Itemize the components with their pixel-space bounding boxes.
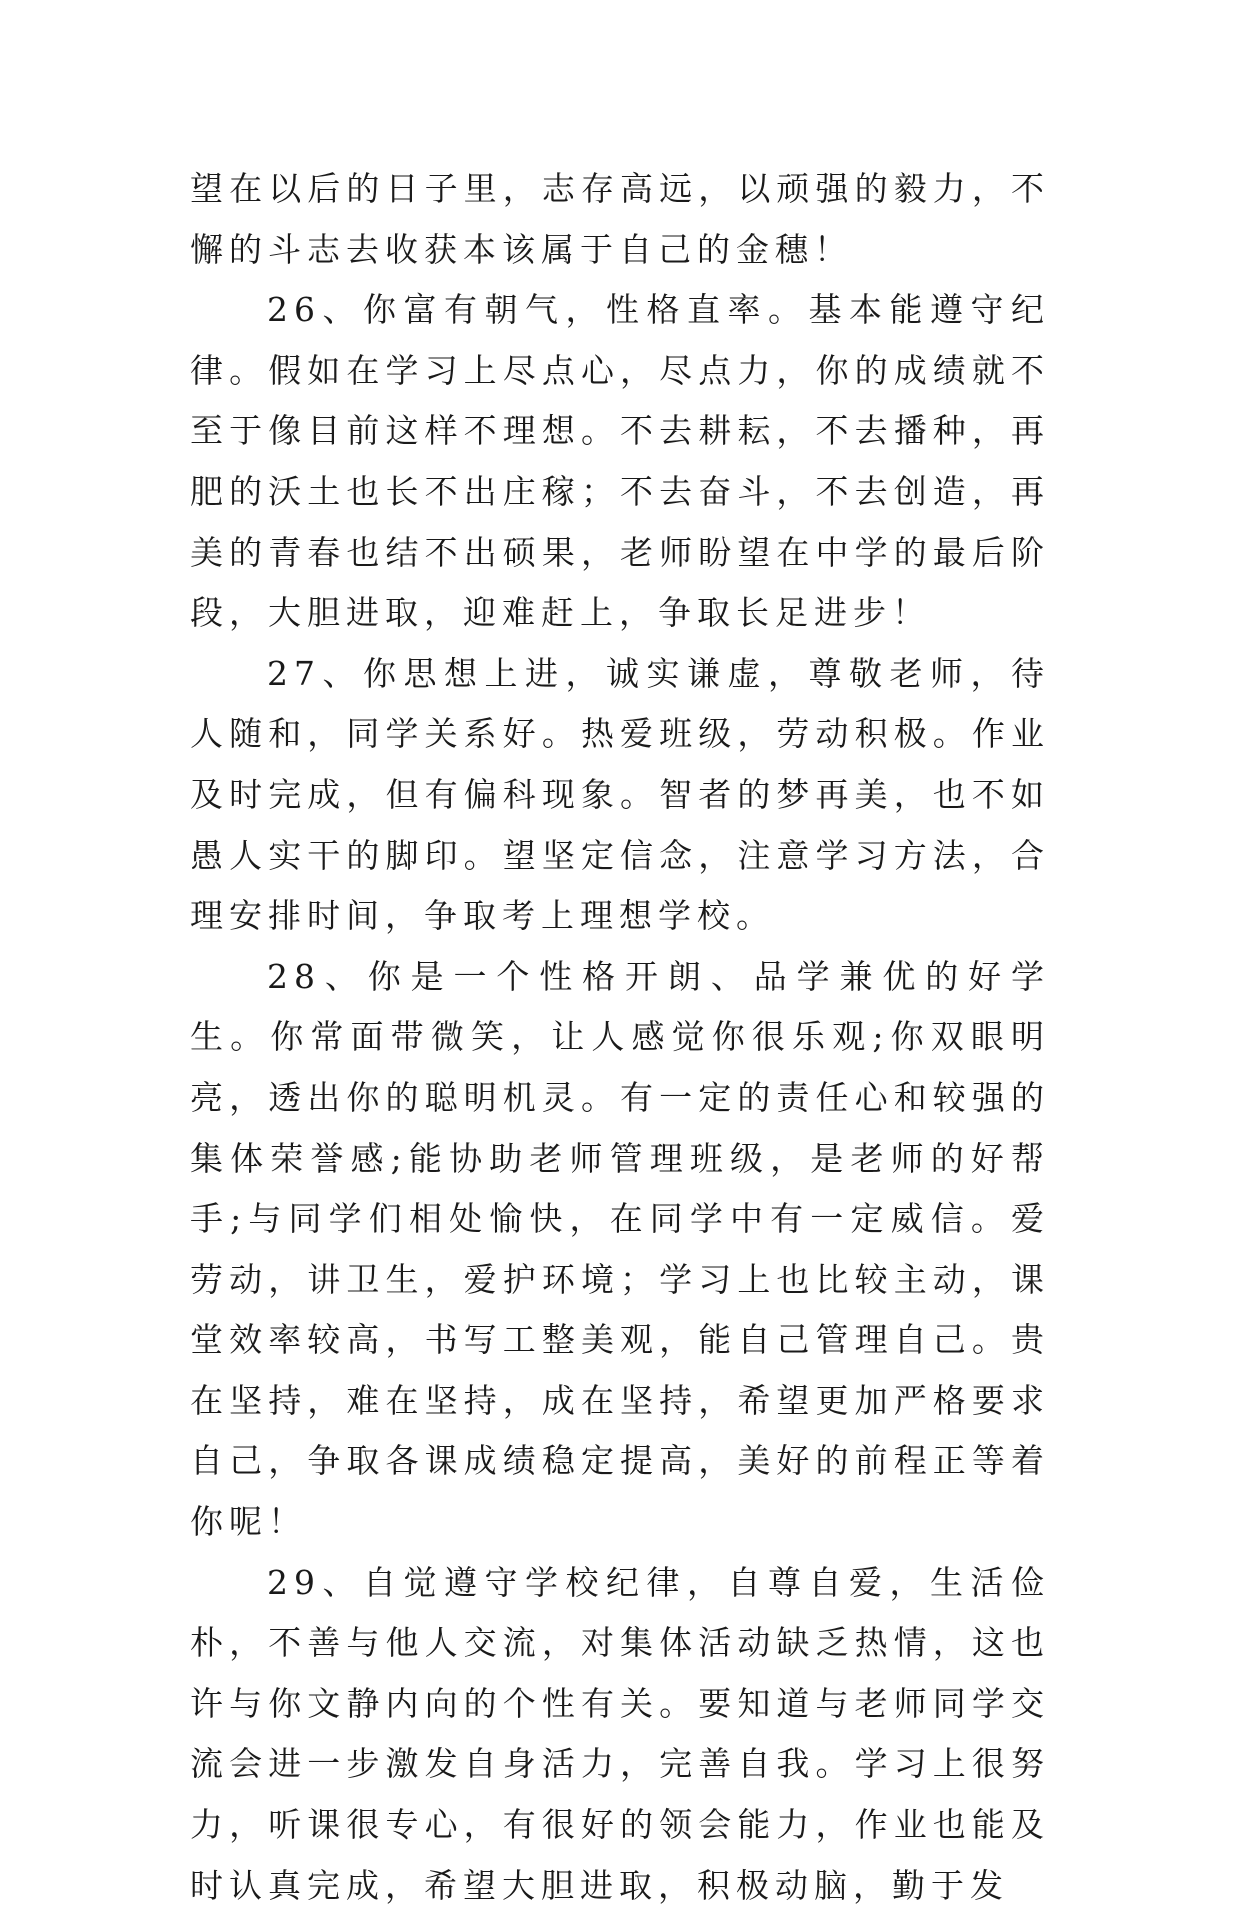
paragraph-comment-26: 26、你富有朝气，性格直率。基本能遵守纪律。假如在学习上尽点心，尽点力，你的成绩就不至于像目前这样不理想。不去耕耘，不去播种，再肥的沃土也长不出庄稼；不去奋斗，不去创造，再美的青春也结不出硕果，老师盼望在中学的最后阶段，大胆进取，迎难赶上，争取长足进步！ xyxy=(190,290,1050,633)
paragraph-comment-27: 27、你思想上进，诚实谦虚，尊敬老师，待人随和，同学关系好。热爱班级，劳动积极。作业及时完成，但有偏科现象。智者的梦再美，也不如愚人实干的脚印。望坚定信念，注意学习方法，合理安排时间，争取考上理想学校。 xyxy=(190,653,1050,936)
paragraph-comment-29: 29、自觉遵守学校纪律，自尊自爱，生活俭朴，不善与他人交流，对集体活动缺乏热情，这也许与你文静内向的个性有关。要知道与老师同学交流会进一步激发自身活力，完善自我。学习上很努力，听课很专心，有很好的领会能力，作业也能及时认真完成，希望大胆进取，积极动脑，勤于发 xyxy=(190,1562,1050,1905)
paragraph-continuation: 望在以后的日子里，志存高远，以顽强的毅力，不懈的斗志去收获本该属于自己的金穗！ xyxy=(190,169,1050,269)
document-body xyxy=(190,159,1050,1916)
paragraph-comment-28: 28、你是一个性格开朗、品学兼优的好学生。你常面带微笑，让人感觉你很乐观;你双眼明亮，透出你的聪明机灵。有一定的责任心和较强的集体荣誉感;能协助老师管理班级，是老师的好帮手;与同学们相处愉快，在同学中有一定威信。爱劳动，讲卫生，爱护环境；学习上也比较主动，课堂效率较高，书写工整美观，能自己管理自己。贵在坚持，难在坚持，成在坚持，希望更加严格要求自己，争取各课成绩稳定提高，美好的前程正等着你呢！ xyxy=(190,956,1050,1542)
